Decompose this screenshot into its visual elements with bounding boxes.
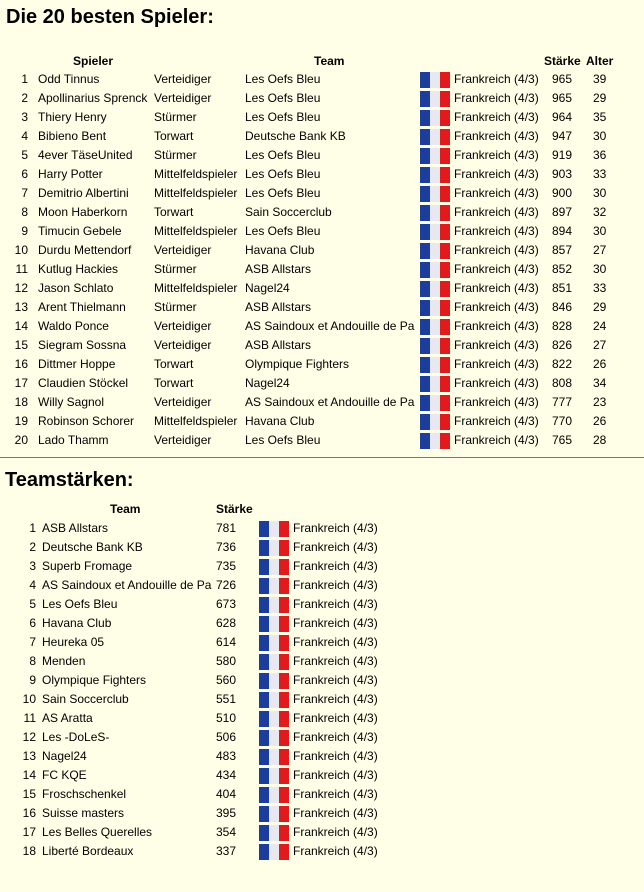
player-name[interactable]: Claudien Stöckel (38, 377, 129, 390)
rank-cell: 9 (21, 225, 28, 238)
country-league: Frankreich (4/3) (454, 149, 539, 162)
team-name[interactable]: Deutsche Bank KB (42, 541, 143, 554)
table-row (0, 184, 644, 203)
country-league: Frankreich (4/3) (293, 712, 378, 725)
player-name[interactable]: Thiery Henry (38, 111, 107, 124)
table-row (0, 241, 644, 260)
rank-cell: 1 (21, 73, 28, 86)
rank-cell: 10 (22, 693, 36, 706)
france-flag-icon (259, 768, 289, 784)
country-league: Frankreich (4/3) (293, 522, 378, 535)
player-position: Mittelfeldspieler (154, 168, 238, 181)
france-flag-icon (420, 357, 450, 373)
rank-cell: 2 (21, 92, 28, 105)
strength-value: 857 (552, 244, 573, 257)
strength-value: 580 (216, 655, 237, 668)
france-flag-icon (259, 578, 289, 594)
strength-value: 965 (552, 92, 573, 105)
country-league: Frankreich (4/3) (454, 320, 539, 333)
rank-cell: 6 (21, 168, 28, 181)
france-flag-icon (259, 635, 289, 651)
country-league: Frankreich (4/3) (454, 225, 539, 238)
team-name[interactable]: AS Saindoux et Andouille de Pa (245, 320, 415, 333)
country-league: Frankreich (4/3) (293, 845, 378, 858)
france-flag-icon (259, 654, 289, 670)
country-league: Frankreich (4/3) (293, 560, 378, 573)
france-flag-icon (420, 205, 450, 221)
strength-value: 614 (216, 636, 237, 649)
strength-value: 765 (552, 434, 573, 447)
age-value: 29 (593, 92, 607, 105)
rank-cell: 14 (22, 769, 36, 782)
team-name[interactable]: Les Oefs Bleu (245, 149, 321, 162)
rank-cell: 18 (14, 396, 28, 409)
player-position: Stürmer (154, 111, 197, 124)
header-team: Team (314, 54, 345, 68)
player-position: Verteidiger (154, 320, 212, 333)
country-league: Frankreich (4/3) (454, 130, 539, 143)
rank-cell: 2 (29, 541, 36, 554)
table-row (0, 89, 644, 108)
player-name[interactable]: Apollinarius Sprenck (38, 92, 148, 105)
strength-value: 894 (552, 225, 573, 238)
rank-cell: 9 (29, 674, 36, 687)
team-name[interactable]: Liberté Bordeaux (42, 845, 134, 858)
country-league: Frankreich (4/3) (454, 415, 539, 428)
team-name[interactable]: Sain Soccerclub (42, 693, 129, 706)
table-row (0, 595, 644, 614)
player-name[interactable]: Odd Tinnus (38, 73, 100, 86)
country-league: Frankreich (4/3) (293, 788, 378, 801)
age-value: 39 (593, 73, 607, 86)
france-flag-icon (259, 711, 289, 727)
france-flag-icon (259, 692, 289, 708)
strength-value: 434 (216, 769, 237, 782)
strength-value: 947 (552, 130, 573, 143)
rank-cell: 11 (23, 712, 36, 725)
strength-value: 736 (216, 541, 237, 554)
france-flag-icon (420, 414, 450, 430)
player-position: Stürmer (154, 301, 197, 314)
strength-value: 560 (216, 674, 237, 687)
age-value: 28 (593, 434, 607, 447)
age-value: 30 (593, 225, 607, 238)
strength-value: 919 (552, 149, 573, 162)
rank-cell: 3 (29, 560, 36, 573)
top-players-title: Die 20 besten Spieler: (6, 6, 214, 28)
france-flag-icon (259, 806, 289, 822)
team-name[interactable]: Les Oefs Bleu (245, 73, 321, 86)
france-flag-icon (420, 91, 450, 107)
table-row (0, 127, 644, 146)
france-flag-icon (420, 338, 450, 354)
france-flag-icon (420, 262, 450, 278)
table-row (0, 823, 644, 842)
table-row (0, 374, 644, 393)
team-name[interactable]: Nagel24 (245, 377, 290, 390)
france-flag-icon (259, 521, 289, 537)
strength-value: 510 (216, 712, 237, 725)
player-position: Verteidiger (154, 73, 212, 86)
player-position: Mittelfeldspieler (154, 225, 238, 238)
rank-cell: 8 (21, 206, 28, 219)
table-row (0, 842, 644, 861)
table-row (0, 804, 644, 823)
player-position: Verteidiger (154, 396, 212, 409)
strength-value: 964 (552, 111, 573, 124)
france-flag-icon (420, 110, 450, 126)
table-row (0, 146, 644, 165)
rank-cell: 7 (29, 636, 36, 649)
strength-value: 354 (216, 826, 237, 839)
rank-cell: 16 (14, 358, 28, 371)
country-league: Frankreich (4/3) (293, 655, 378, 668)
country-league: Frankreich (4/3) (454, 358, 539, 371)
table-row (0, 260, 644, 279)
table-row (0, 766, 644, 785)
team-name[interactable]: Les Oefs Bleu (245, 225, 321, 238)
country-league: Frankreich (4/3) (293, 674, 378, 687)
age-value: 34 (593, 377, 607, 390)
france-flag-icon (420, 72, 450, 88)
strength-value: 808 (552, 377, 573, 390)
age-value: 30 (593, 130, 607, 143)
team-name[interactable]: ASB Allstars (245, 301, 312, 314)
team-name[interactable]: Olympique Fighters (42, 674, 147, 687)
strength-value: 846 (552, 301, 573, 314)
country-league: Frankreich (4/3) (454, 301, 539, 314)
team-name[interactable]: FC KQE (42, 769, 87, 782)
player-name[interactable]: Bibieno Bent (38, 130, 107, 143)
team-name[interactable]: Suisse masters (42, 807, 125, 820)
header-age: Alter (586, 54, 614, 68)
table-row (0, 747, 644, 766)
player-name[interactable]: Dittmer Hoppe (38, 358, 116, 371)
team-name[interactable]: AS Saindoux et Andouille de Pa (245, 396, 415, 409)
age-value: 26 (593, 358, 607, 371)
strength-value: 822 (552, 358, 573, 371)
country-league: Frankreich (4/3) (293, 598, 378, 611)
france-flag-icon (259, 730, 289, 746)
header-team: Team (110, 502, 141, 516)
france-flag-icon (420, 243, 450, 259)
rank-cell: 4 (21, 130, 28, 143)
table-row (0, 298, 644, 317)
rank-cell: 16 (22, 807, 36, 820)
team-strengths-title: Teamstärken: (5, 469, 134, 491)
country-league: Frankreich (4/3) (454, 187, 539, 200)
team-name[interactable]: AS Aratta (42, 712, 93, 725)
age-value: 27 (593, 244, 607, 257)
country-league: Frankreich (4/3) (454, 111, 539, 124)
player-name[interactable]: Harry Potter (38, 168, 103, 181)
rank-cell: 1 (29, 522, 36, 535)
team-name[interactable]: Les -DoLeS- (42, 731, 110, 744)
country-league: Frankreich (4/3) (293, 636, 378, 649)
player-name[interactable]: Durdu Mettendorf (38, 244, 132, 257)
rank-cell: 11 (15, 263, 28, 276)
strength-value: 852 (552, 263, 573, 276)
country-league: Frankreich (4/3) (293, 693, 378, 706)
player-name[interactable]: Robinson Schorer (38, 415, 135, 428)
player-position: Mittelfeldspieler (154, 187, 238, 200)
rank-cell: 8 (29, 655, 36, 668)
team-name[interactable]: Les Oefs Bleu (245, 434, 321, 447)
rank-cell: 19 (14, 415, 28, 428)
strength-value: 828 (552, 320, 573, 333)
france-flag-icon (259, 787, 289, 803)
country-league: Frankreich (4/3) (293, 769, 378, 782)
france-flag-icon (259, 825, 289, 841)
table-row (0, 108, 644, 127)
header-player: Spieler (73, 54, 114, 68)
country-league: Frankreich (4/3) (293, 807, 378, 820)
age-value: 33 (593, 282, 607, 295)
strength-value: 404 (216, 788, 237, 801)
rank-cell: 13 (14, 301, 28, 314)
player-position: Torwart (154, 206, 194, 219)
rank-cell: 20 (14, 434, 28, 447)
strength-value: 965 (552, 73, 573, 86)
country-league: Frankreich (4/3) (454, 434, 539, 447)
table-row (0, 336, 644, 355)
country-league: Frankreich (4/3) (293, 826, 378, 839)
age-value: 35 (593, 111, 607, 124)
player-position: Torwart (154, 358, 194, 371)
player-name[interactable]: Moon Haberkorn (38, 206, 128, 219)
country-league: Frankreich (4/3) (293, 617, 378, 630)
player-name[interactable]: Waldo Ponce (38, 320, 109, 333)
france-flag-icon (259, 597, 289, 613)
player-name[interactable]: Timucin Gebele (38, 225, 122, 238)
table-row (0, 614, 644, 633)
rank-cell: 18 (22, 845, 36, 858)
france-flag-icon (259, 616, 289, 632)
france-flag-icon (259, 540, 289, 556)
rank-cell: 12 (22, 731, 36, 744)
strength-value: 777 (552, 396, 573, 409)
strength-value: 551 (216, 693, 237, 706)
team-name[interactable]: Havana Club (245, 244, 315, 257)
rank-cell: 13 (22, 750, 36, 763)
table-row (0, 538, 644, 557)
strength-value: 483 (216, 750, 237, 763)
strength-value: 506 (216, 731, 237, 744)
age-value: 23 (593, 396, 607, 409)
strength-value: 897 (552, 206, 573, 219)
age-value: 32 (593, 206, 607, 219)
country-league: Frankreich (4/3) (293, 750, 378, 763)
rank-cell: 17 (14, 377, 28, 390)
table-row (0, 203, 644, 222)
table-row (0, 709, 644, 728)
table-row (0, 633, 644, 652)
table-row (0, 690, 644, 709)
team-name[interactable]: Sain Soccerclub (245, 206, 332, 219)
country-league: Frankreich (4/3) (454, 282, 539, 295)
table-row (0, 165, 644, 184)
strength-value: 735 (216, 560, 237, 573)
table-row (0, 279, 644, 298)
player-name[interactable]: Jason Schlato (38, 282, 114, 295)
rank-cell: 3 (21, 111, 28, 124)
team-name[interactable]: ASB Allstars (245, 263, 312, 276)
country-league: Frankreich (4/3) (293, 731, 378, 744)
player-name[interactable]: Willy Sagnol (38, 396, 105, 409)
rank-cell: 4 (29, 579, 36, 592)
strength-value: 337 (216, 845, 237, 858)
france-flag-icon (420, 186, 450, 202)
player-name[interactable]: Kutlug Hackies (38, 263, 119, 276)
country-league: Frankreich (4/3) (454, 168, 539, 181)
team-name[interactable]: Havana Club (245, 415, 315, 428)
team-name[interactable]: Les Oefs Bleu (245, 111, 321, 124)
france-flag-icon (420, 224, 450, 240)
team-name[interactable]: Froschschenkel (42, 788, 127, 801)
strength-value: 726 (216, 579, 237, 592)
age-value: 30 (593, 187, 607, 200)
player-position: Verteidiger (154, 244, 212, 257)
strength-value: 673 (216, 598, 237, 611)
table-row (0, 519, 644, 538)
strength-value: 395 (216, 807, 237, 820)
rank-cell: 15 (22, 788, 36, 801)
rank-cell: 17 (22, 826, 36, 839)
table-row (0, 576, 644, 595)
france-flag-icon (259, 844, 289, 860)
france-flag-icon (420, 300, 450, 316)
table-row (0, 671, 644, 690)
rank-cell: 5 (21, 149, 28, 162)
france-flag-icon (420, 376, 450, 392)
france-flag-icon (420, 319, 450, 335)
team-name[interactable]: Les Oefs Bleu (245, 92, 321, 105)
table-row (0, 317, 644, 336)
team-name[interactable]: ASB Allstars (245, 339, 312, 352)
player-name[interactable]: Arent Thielmann (38, 301, 126, 314)
player-position: Mittelfeldspieler (154, 415, 238, 428)
player-position: Verteidiger (154, 339, 212, 352)
player-position: Stürmer (154, 149, 197, 162)
table-row (0, 431, 644, 450)
rank-cell: 14 (14, 320, 28, 333)
player-position: Stürmer (154, 263, 197, 276)
rank-cell: 12 (14, 282, 28, 295)
player-position: Mittelfeldspieler (154, 282, 238, 295)
table-row (0, 652, 644, 671)
country-league: Frankreich (4/3) (293, 541, 378, 554)
team-name[interactable]: Havana Club (42, 617, 112, 630)
strength-value: 900 (552, 187, 573, 200)
france-flag-icon (259, 559, 289, 575)
table-row (0, 412, 644, 431)
team-name[interactable]: Nagel24 (42, 750, 87, 763)
strength-value: 826 (552, 339, 573, 352)
rank-cell: 6 (29, 617, 36, 630)
country-league: Frankreich (4/3) (454, 244, 539, 257)
strength-value: 781 (216, 522, 237, 535)
france-flag-icon (259, 673, 289, 689)
table-row (0, 728, 644, 747)
strength-value: 770 (552, 415, 573, 428)
age-value: 27 (593, 339, 607, 352)
player-position: Verteidiger (154, 92, 212, 105)
table-row (0, 222, 644, 241)
france-flag-icon (420, 129, 450, 145)
france-flag-icon (420, 281, 450, 297)
player-name[interactable]: 4ever TäseUnited (38, 149, 133, 162)
team-name[interactable]: Nagel24 (245, 282, 290, 295)
section-divider (0, 457, 644, 458)
country-league: Frankreich (4/3) (454, 396, 539, 409)
country-league: Frankreich (4/3) (454, 339, 539, 352)
country-league: Frankreich (4/3) (454, 92, 539, 105)
table-row (0, 785, 644, 804)
player-position: Torwart (154, 130, 194, 143)
age-value: 33 (593, 168, 607, 181)
country-league: Frankreich (4/3) (454, 206, 539, 219)
player-position: Torwart (154, 377, 194, 390)
player-position: Verteidiger (154, 434, 212, 447)
age-value: 26 (593, 415, 607, 428)
team-name[interactable]: Olympique Fighters (245, 358, 350, 371)
rank-cell: 15 (14, 339, 28, 352)
team-name[interactable]: Menden (42, 655, 86, 668)
team-name[interactable]: Les Oefs Bleu (245, 187, 321, 200)
team-name[interactable]: Les Oefs Bleu (245, 168, 321, 181)
team-name[interactable]: Deutsche Bank KB (245, 130, 346, 143)
team-name[interactable]: ASB Allstars (42, 522, 109, 535)
france-flag-icon (259, 749, 289, 765)
rank-cell: 10 (14, 244, 28, 257)
strength-value: 851 (552, 282, 573, 295)
age-value: 36 (593, 149, 607, 162)
player-name[interactable]: Siegram Sossna (38, 339, 127, 352)
country-league: Frankreich (4/3) (454, 73, 539, 86)
rank-cell: 7 (21, 187, 28, 200)
header-strength: Stärke (216, 502, 253, 516)
france-flag-icon (420, 148, 450, 164)
country-league: Frankreich (4/3) (454, 263, 539, 276)
table-row (0, 557, 644, 576)
france-flag-icon (420, 167, 450, 183)
header-strength: Stärke (544, 54, 581, 68)
team-name[interactable]: Heureka 05 (42, 636, 105, 649)
age-value: 30 (593, 263, 607, 276)
rank-cell: 5 (29, 598, 36, 611)
team-name[interactable]: Les Oefs Bleu (42, 598, 118, 611)
team-name[interactable]: Les Belles Querelles (42, 826, 153, 839)
strength-value: 628 (216, 617, 237, 630)
country-league: Frankreich (4/3) (293, 579, 378, 592)
team-name[interactable]: AS Saindoux et Andouille de Pa (42, 579, 212, 592)
france-flag-icon (420, 433, 450, 449)
age-value: 29 (593, 301, 607, 314)
age-value: 24 (593, 320, 607, 333)
france-flag-icon (420, 395, 450, 411)
player-name[interactable]: Demitrio Albertini (38, 187, 129, 200)
table-row (0, 393, 644, 412)
table-row (0, 70, 644, 89)
table-row (0, 355, 644, 374)
country-league: Frankreich (4/3) (454, 377, 539, 390)
team-name[interactable]: Superb Fromage (42, 560, 133, 573)
strength-value: 903 (552, 168, 573, 181)
player-name[interactable]: Lado Thamm (38, 434, 109, 447)
